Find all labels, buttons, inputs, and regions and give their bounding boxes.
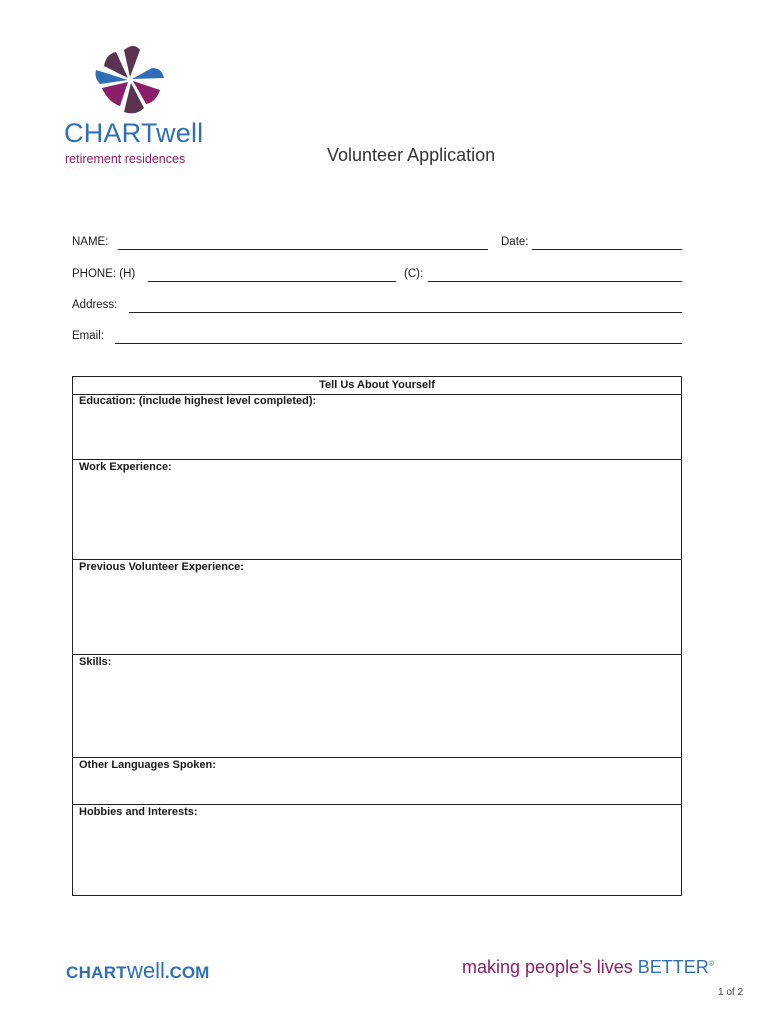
page-number: 1 of 2: [718, 987, 744, 998]
address-label: Address:: [72, 299, 118, 311]
skills-label: Skills:: [79, 656, 112, 668]
volunteer-experience-label: Previous Volunteer Experience:: [79, 561, 244, 573]
languages-label: Other Languages Spoken:: [79, 759, 216, 771]
name-field[interactable]: [118, 249, 488, 250]
footer-slogan: [462, 957, 714, 978]
home-phone-label: PHONE: (H): [72, 268, 136, 280]
logo-wordmark: [64, 118, 203, 149]
address-field[interactable]: [129, 312, 682, 313]
butterfly-logo-icon: [94, 44, 166, 116]
volunteer-experience-section[interactable]: [73, 560, 681, 655]
email-row: [72, 330, 684, 346]
hobbies-label: Hobbies and Interests:: [79, 806, 198, 818]
home-phone-field[interactable]: [148, 281, 396, 282]
footer-chart: CHART: [66, 963, 127, 982]
email-label: Email:: [72, 330, 104, 342]
name-date-row: [72, 236, 684, 252]
footer-com: .COM: [164, 963, 210, 982]
education-section[interactable]: [73, 394, 681, 460]
hobbies-section[interactable]: [73, 805, 681, 895]
date-label: Date:: [501, 236, 529, 248]
cell-phone-label: (C):: [404, 268, 424, 280]
date-field[interactable]: [532, 249, 682, 250]
slogan-main: making people’s lives: [462, 957, 638, 977]
address-row: [72, 299, 684, 315]
languages-section[interactable]: [73, 758, 681, 805]
logo-word-chart: CHART: [64, 118, 157, 148]
name-label: NAME:: [72, 236, 109, 248]
footer-website: [66, 958, 209, 984]
about-yourself-table: [72, 376, 682, 896]
email-field[interactable]: [115, 343, 682, 344]
table-heading: Tell Us About Yourself: [73, 377, 681, 395]
education-label: Education: (include highest level completed):: [79, 395, 317, 407]
skills-section[interactable]: [73, 655, 681, 758]
work-experience-section[interactable]: [73, 460, 681, 560]
cell-phone-field[interactable]: [428, 281, 682, 282]
work-experience-label: Work Experience:: [79, 461, 172, 473]
document-title: Volunteer Application: [327, 145, 496, 165]
phone-row: [72, 268, 684, 284]
slogan-emphasis: BETTER: [637, 957, 709, 977]
logo-word-well: well: [156, 118, 204, 148]
footer-well: well: [127, 958, 165, 983]
registered-mark: ®: [708, 961, 714, 968]
logo-tagline: retirement residences: [65, 152, 186, 166]
